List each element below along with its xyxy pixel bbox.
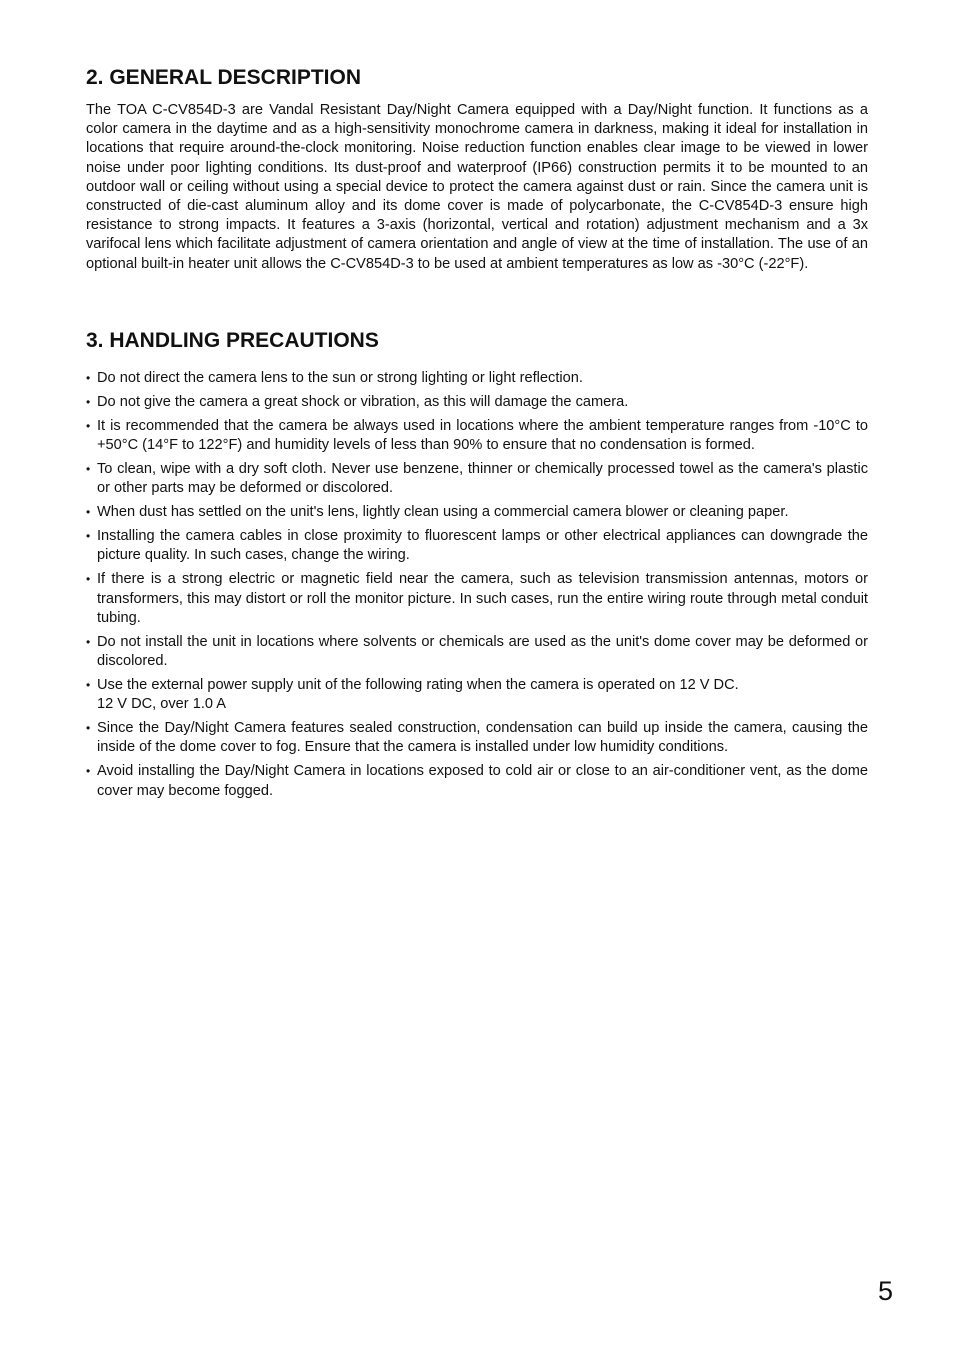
list-item-text: If there is a strong electric or magnetic field near the camera, such as television transmission antennas, motors or transformers, this may distort or roll the monitor picture. In such cases, run the entire wiring route through metal conduit tubing.: [97, 571, 868, 626]
list-item-text: Do not install the unit in locations where solvents or chemicals are used as the unit's dome cover may be deformed or discolored.: [97, 633, 868, 670]
list-item: [86, 417, 868, 455]
list-item: [86, 393, 868, 412]
power-rating-text: 12 V DC, over 1.0 A: [97, 696, 226, 713]
precautions-list: [86, 369, 868, 801]
bullet-icon: •: [86, 370, 91, 385]
bullet-icon: •: [86, 462, 91, 477]
list-item-text: Do not direct the camera lens to the sun or strong lighting or light reflection.: [97, 369, 583, 386]
general-description-paragraph: The TOA C-CV854D-3 are Vandal Resistant Day/Night Camera equipped with a Day/Night function. It functions as a color camera in the daytime and as a high-sensitivity monochrome camera in darkness, making it ideal for installation in locations that require around-the-clock monitoring. Noise reduction function enables clear image to be viewed in lower noise under poor lighting conditions. Its dust-proof and waterproof (IP66) construction permits it to be mounted to an outdoor wall or ceiling without using a special device to protect the camera against dust or rain. Since the camera unit is constructed of die-cast aluminum alloy and its dome cover is made of polycarbonate, the C-CV854D-3 ensure high resistance to strong impacts. It features a 3-axis (horizontal, vertical and rotation) adjustment mechanism and a 3x varifocal lens which facilitate adjustment of camera orientation and angle of view at the time of installation. The use of an optional built-in heater unit allows the C-CV854D-3 to be used at ambient temperatures as low as -30°C (-22°F).: [86, 102, 868, 272]
list-item-text: Do not give the camera a great shock or vibration, as this will damage the camera.: [97, 393, 629, 410]
document-page: [86, 64, 868, 806]
list-item-text: Since the Day/Night Camera features sealed construction, condensation can build up inside the camera, causing the inside of the dome cover to fog. Ensure that the camera is installed under low humidity conditions.: [97, 720, 868, 756]
list-item: [86, 460, 868, 498]
general-description-heading: 2. GENERAL DESCRIPTION: [86, 66, 361, 89]
list-item-text: Installing the camera cables in close proximity to fluorescent lamps or other electrical appliances can downgrade the picture quality. In such cases, change the wiring.: [97, 528, 868, 564]
list-item-text: Use the external power supply unit of the following rating when the camera is operated on 12 V DC.: [97, 677, 739, 694]
bullet-icon: •: [86, 678, 91, 693]
handling-precautions-section: [86, 327, 868, 801]
bullet-icon: •: [86, 634, 91, 649]
list-item-text: It is recommended that the camera be always used in locations where the ambient temperature ranges from -10°C to +50°C (14°F to 122°F) and humidity levels of less than 90% to ensure that no condensation is formed.: [97, 417, 868, 454]
handling-precautions-heading: 3. HANDLING PRECAUTIONS: [86, 328, 379, 352]
list-item-text: Avoid installing the Day/Night Camera in locations exposed to cold air or close to an air-conditioner vent, as the dome cover may become fogged.: [97, 763, 868, 799]
bullet-icon: •: [86, 505, 91, 520]
list-item: [86, 676, 868, 714]
general-description-section: [86, 64, 868, 274]
bullet-icon: •: [86, 764, 91, 779]
page-number: 5: [877, 1276, 893, 1306]
list-item: [86, 762, 868, 800]
bullet-icon: •: [86, 529, 91, 544]
bullet-icon: •: [86, 418, 91, 433]
list-item: [86, 719, 868, 757]
list-item-text: When dust has settled on the unit's lens, lightly clean using a commercial camera blower or cleaning paper.: [97, 504, 789, 521]
bullet-icon: •: [86, 394, 91, 409]
list-item: [86, 570, 868, 628]
list-item: [86, 633, 868, 671]
list-item-text: To clean, wipe with a dry soft cloth. Never use benzene, thinner or chemically processed towel as the camera's plastic or other parts may be deformed or discolored.: [97, 461, 868, 497]
list-item: [86, 369, 868, 388]
bullet-icon: •: [86, 721, 91, 736]
list-item: [86, 527, 868, 565]
bullet-icon: •: [86, 572, 91, 587]
list-item: [86, 503, 868, 522]
